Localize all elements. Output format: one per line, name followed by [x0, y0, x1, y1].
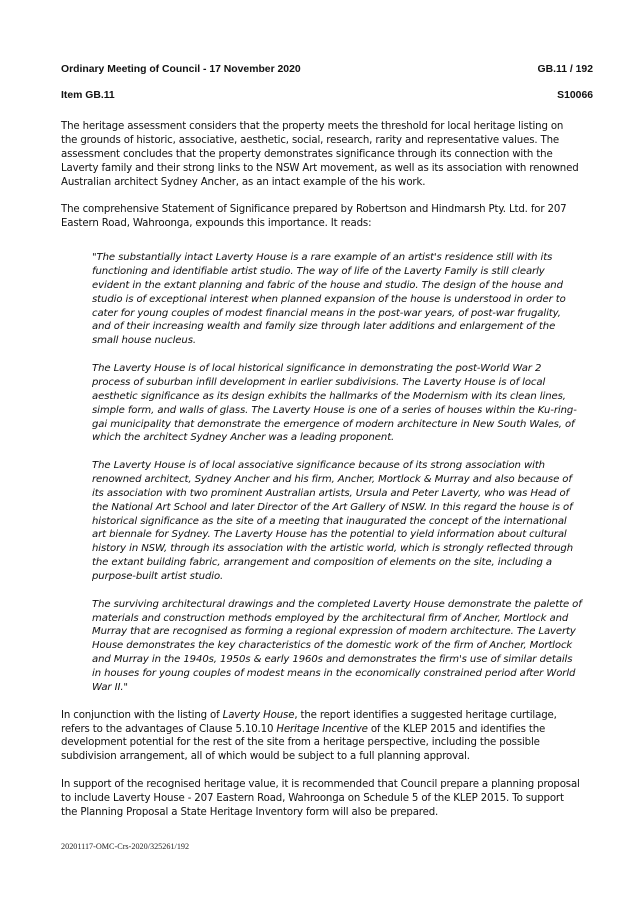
paragraph-statement-intro: The comprehensive Statement of Significance prepared by Robertson and Hindmarsh Pty. Ltd. for 207 Eastern Road, Wahroonga, expounds this importance. It reads:: [61, 204, 567, 230]
meeting-header: [61, 64, 593, 75]
paragraph-recommendation: In support of the recognised heritage value, it is recommended that Council prepare a planning proposal to include Laverty House - 207 Eastern Road, Wahroonga on Schedule 5 of the KLEP 2015. To support the Planning Proposal a State Heritage Inventory form will also be prepared.: [61, 778, 580, 818]
paragraph-curtilage-text-a: In conjunction with the listing of: [61, 709, 223, 721]
document-reference: S10066: [557, 90, 593, 101]
meeting-title: Ordinary Meeting of Council - 17 November 2020: [61, 64, 301, 75]
paragraph-assessment: The heritage assessment considers that the property meets the threshold for local heritage listing on the grounds of historic, associative, aesthetic, social, research, rarity and representative values. The assessment concludes that the property demonstrates significance through its connection with the Laverty family and their strong links to the NSW Art movement, as well as its association with renowned Australian architect Sydney Ancher, as an intact example of the his work.: [61, 121, 579, 188]
quote-paragraph-3: The Laverty House is of local associative significance because of its strong association with renowned architect, Sydney Ancher and his firm, Ancher, Mortlock & Murray and also because of its association with two prominent Australian artists, Ursula and Peter Laverty, who was Head of the National Art School and later Director of the Art Gallery of NSW. In this regard the house is of historical significance as the site of a meeting that inaugurated the concept of the international art biennale for Sydney. The Laverty House has the potential to yield information about cultural history in NSW, through its association with the artistic world, which is strongly reflected through the extant building fabric, arrangement and composition of elements on the site, including a purpose-built artist studio.: [92, 459, 573, 583]
item-header: [61, 90, 593, 101]
quote-paragraph-2: The Laverty House is of local historical significance in demonstrating the post-World War 2 process of suburban infill development in earlier subdivisions. The Laverty House is of local aesthetic significance as its design exhibits the hallmarks of the Modernism with its clean lines, simple form, and walls of glass. The Laverty House is one of a series of houses within the Ku-ring-gai municipality that demonstrate the emergence of modern architecture in New South Wales, of which the architect Sydney Ancher was a leading proponent.: [92, 362, 577, 444]
report-body: [61, 120, 581, 833]
paragraph-curtilage-text-b: , the report identifies a suggested heritage curtilage, refers to the advantages of Clause 5.10.10: [61, 709, 557, 735]
footer-reference: 20201117-OMC-Crs-2020/325261/192: [61, 842, 190, 851]
heritage-incentive-emphasis: Heritage Incentive: [276, 723, 368, 735]
item-number: Item GB.11: [61, 90, 115, 101]
laverty-house-emphasis: Laverty House: [222, 709, 295, 721]
quote-paragraph-4: The surviving architectural drawings and the completed Laverty House demonstrate the palette of materials and construction methods employed by the architectural firm of Ancher, Mortlock and Murray that are recognised as forming a regional expression of modern architecture. The Laverty House demonstrates the key characteristics of the domestic work of the firm of Ancher, Mortlock and Murray in the 1940s, 1950s & early 1960s and demonstrates the firm's use of similar details in houses for young couples of modest means in the economically constrained period after World War II.": [92, 598, 582, 694]
paragraph-curtilage: [61, 709, 581, 765]
page-reference: GB.11 / 192: [537, 64, 593, 75]
paragraph-curtilage-text-c: of the KLEP 2015 and identifies the development potential for the rest of the site from a heritage perspective, including the possible subdivision arrangement, all of which would be subject to a full planning approval.: [61, 723, 546, 763]
quote-paragraph-1: "The substantially intact Laverty House is a rare example of an artist's residence still with its functioning and identifiable artist studio. The way of life of the Laverty Family is still clearly evident in the extant planning and fabric of the house and studio. The design of the house and studio is of exceptional interest when planned expansion of the house is understood in order to cater for young couples of modest financial means in the post-war years, of post-war frugality, and of their increasing wealth and family size through later additions and enlargement of the small house nucleus.: [92, 251, 566, 347]
